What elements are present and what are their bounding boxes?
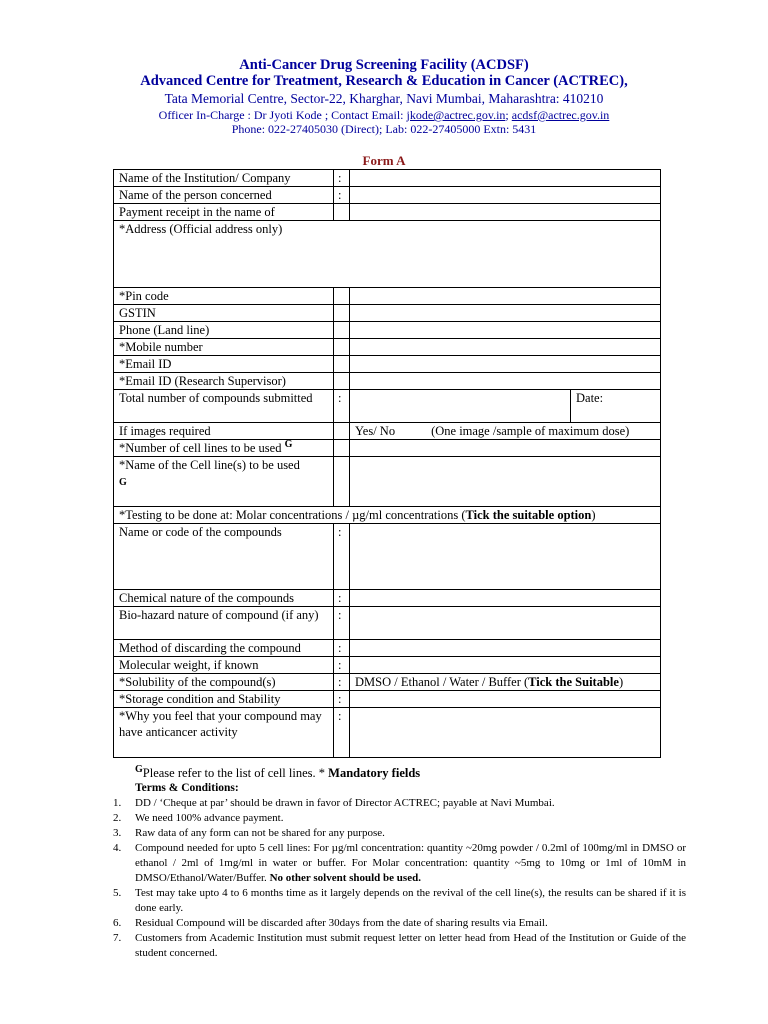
form-table: [113, 169, 661, 758]
terms-item: 3. Raw data of any form can not be shared for any purpose.: [113, 827, 385, 839]
field-total-compounds[interactable]: [350, 390, 571, 423]
field-chemical-nature[interactable]: [350, 590, 661, 607]
label-cell-line-names: *Name of the Cell line(s) to be used G: [114, 457, 334, 507]
label-num-cell-lines: *Number of cell lines to be used $^G$: [114, 440, 334, 457]
terms-item: 7. Customers from Academic Institution must submit request letter on letter head from Head of the Institution or Guide of the student concerned.: [113, 932, 686, 959]
field-num-cell-lines[interactable]: [350, 440, 661, 457]
label-date: Date:: [576, 391, 604, 405]
label-testing: *Testing to be done at: Molar concentrations / µg/ml concentrations (: [119, 508, 466, 522]
colon: :: [334, 590, 350, 607]
solubility-options: DMSO / Ethanol / Water / Buffer (: [355, 675, 529, 689]
email-link-jkode[interactable]: jkode@actrec.gov.in: [406, 108, 506, 122]
footnote: $^G$Please refer to the list of cell lines. * Mandatory fields: [135, 763, 421, 780]
cell-line-ref-icon: G: [284, 438, 293, 450]
label-phone: Phone (Land line): [114, 322, 334, 339]
field-pin[interactable]: [350, 288, 661, 305]
field-institution[interactable]: [350, 170, 661, 187]
colon-empty: [334, 204, 350, 221]
label-person: Name of the person concerned: [114, 187, 334, 204]
colon: :: [334, 657, 350, 674]
field-cell-line-names[interactable]: [350, 457, 661, 507]
form-title: Form A: [362, 153, 406, 168]
field-compound-name[interactable]: [350, 524, 661, 590]
colon: :: [334, 170, 350, 187]
label-mobile: *Mobile number: [114, 339, 334, 356]
colon-empty: [334, 288, 350, 305]
colon-empty: [334, 356, 350, 373]
label-compound-name: Name or code of the compounds: [114, 524, 334, 590]
phone-line: Phone: 022-27405030 (Direct); Lab: 022-27405000 Extn: 5431: [231, 122, 537, 136]
colon-empty: [334, 339, 350, 356]
label-gstin: GSTIN: [114, 305, 334, 322]
solvent-warning: No other solvent should be used.: [269, 872, 421, 884]
label-address: *Address (Official address only): [119, 222, 283, 236]
colon-empty: [334, 457, 350, 507]
field-mol-weight[interactable]: [350, 657, 661, 674]
field-biohazard[interactable]: [350, 607, 661, 640]
centre-address: Tata Memorial Centre, Sector-22, Kharghar, Navi Mumbai, Maharashtra: 410210: [164, 91, 604, 106]
field-person[interactable]: [350, 187, 661, 204]
field-email[interactable]: [350, 356, 661, 373]
field-images[interactable]: [350, 423, 661, 440]
field-discard[interactable]: [350, 640, 661, 657]
colon-empty: [334, 423, 350, 440]
terms-item: 2. We need 100% advance payment.: [113, 812, 284, 824]
label-solubility: *Solubility of the compound(s): [114, 674, 334, 691]
field-phone[interactable]: [350, 322, 661, 339]
terms-item: 1. DD / ‘Cheque at par’ should be drawn in favor of Director ACTREC; payable at Navi Mumbai.: [113, 797, 555, 809]
mandatory-note: Mandatory fields: [328, 766, 421, 780]
field-solubility[interactable]: DMSO / Ethanol / Water / Buffer (Tick the Suitable): [350, 674, 661, 691]
field-email-supervisor[interactable]: [350, 373, 661, 390]
colon: :: [334, 390, 350, 423]
field-storage[interactable]: [350, 691, 661, 708]
terms-list: [113, 796, 686, 961]
label-pin: *Pin code: [114, 288, 334, 305]
images-yes-no: Yes/ No: [355, 424, 396, 438]
email-separator: ;: [505, 108, 512, 122]
label-biohazard: Bio-hazard nature of compound (if any): [114, 607, 334, 640]
colon-empty: [334, 322, 350, 339]
facility-title: Anti-Cancer Drug Screening Facility (ACDSF): [239, 57, 529, 73]
colon: :: [334, 691, 350, 708]
label-discard: Method of discarding the compound: [114, 640, 334, 657]
colon-empty: [334, 440, 350, 457]
terms-item: 4. Compound needed for upto 5 cell lines: For µg/ml concentration: quantity ~20mg powder / 0.2ml of 100mg/ml in DMSO or ethanol / 2ml of 1mg/ml in water or buffer. For Molar concentration: quantity ~5mg to 10mg or 1ml of 10mM in DMSO/Ethanol/Water/Buffer. No other solvent should be used.: [113, 842, 686, 884]
label-mol-weight: Molecular weight, if known: [114, 657, 334, 674]
centre-name: Advanced Centre for Treatment, Research & Education in Cancer (ACTREC),: [140, 73, 628, 89]
field-gstin[interactable]: [350, 305, 661, 322]
colon: :: [334, 640, 350, 657]
field-address[interactable]: [114, 221, 661, 288]
label-institution: Name of the Institution/ Company: [114, 170, 334, 187]
colon-empty: [334, 373, 350, 390]
terms-item: 5. Test may take upto 4 to 6 months time as it largely depends on the revival of the cell line(s), the results can be shared if it is done early.: [113, 887, 686, 914]
testing-tick-option: Tick the suitable option: [465, 508, 592, 522]
colon: :: [334, 674, 350, 691]
label-total-compounds: Total number of compounds submitted: [114, 390, 334, 423]
colon-empty: [334, 305, 350, 322]
field-mobile[interactable]: [350, 339, 661, 356]
colon: :: [334, 708, 350, 758]
label-email: *Email ID: [114, 356, 334, 373]
label-images: If images required: [114, 423, 334, 440]
terms-item: 6. Residual Compound will be discarded after 30days from the date of sharing results via Email.: [113, 917, 548, 929]
email-link-acdsf[interactable]: acdsf@actrec.gov.in: [511, 108, 610, 122]
field-testing[interactable]: *Testing to be done at: Molar concentrations / µg/ml concentrations (Tick the suitable option): [114, 507, 661, 524]
cell-line-ref-icon: G: [135, 763, 143, 775]
label-storage: *Storage condition and Stability: [114, 691, 334, 708]
terms-title: Terms & Conditions:: [135, 782, 239, 794]
solubility-tick: Tick the Suitable: [528, 675, 619, 689]
contact-prefix: Officer In-Charge : Dr Jyoti Kode ; Contact Email:: [158, 108, 407, 122]
field-why[interactable]: [350, 708, 661, 758]
colon: :: [334, 524, 350, 590]
field-date[interactable]: [571, 390, 661, 423]
label-payment: Payment receipt in the name of: [114, 204, 334, 221]
cell-line-ref-icon: G: [119, 477, 127, 488]
colon: :: [334, 187, 350, 204]
label-email-supervisor: *Email ID (Research Supervisor): [114, 373, 334, 390]
label-why: *Why you feel that your compound may have anticancer activity: [114, 708, 334, 758]
images-note: (One image /sample of maximum dose): [431, 424, 630, 438]
colon: :: [334, 607, 350, 640]
field-payment[interactable]: [350, 204, 661, 221]
label-chemical-nature: Chemical nature of the compounds: [114, 590, 334, 607]
contact-line: [0, 108, 768, 123]
